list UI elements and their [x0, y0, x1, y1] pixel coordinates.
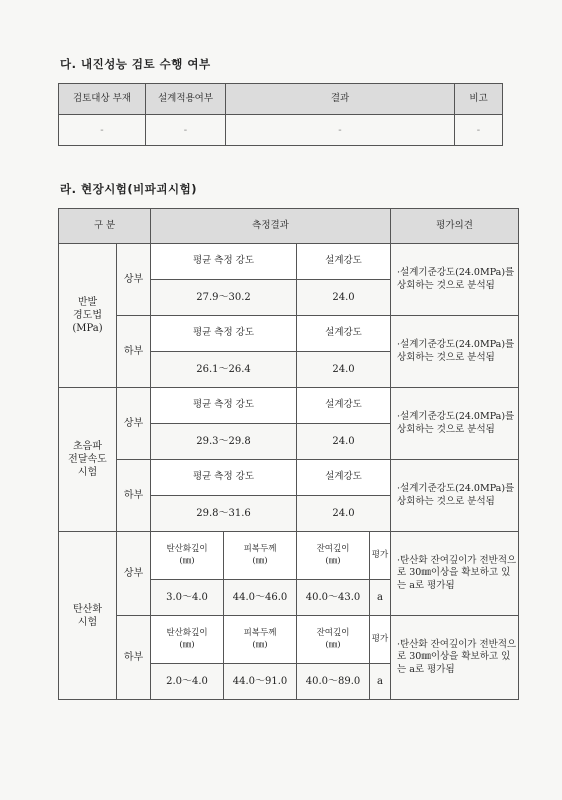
ultrasonic-upper-opinion: ·설계기준강도(24.0MPa)를 상회하는 것으로 분석됨: [391, 388, 519, 460]
ultrasonic-lower-v1: 29.8～31.6: [151, 496, 297, 532]
cell-result: -: [226, 115, 455, 146]
rebound-method-label: 반발 경도법 (MPa): [59, 244, 117, 388]
carbonation-lower-h2: 피복두께 (㎜): [224, 616, 297, 664]
section-d-title: 다. 내진성능 검토 수행 여부: [60, 57, 211, 71]
ultrasonic-upper-h2: 설계강도: [297, 388, 391, 424]
ultrasonic-lower-label: 하부: [117, 460, 151, 532]
header-measurement: 측정결과: [151, 209, 391, 244]
carbonation-upper-h1: 탄산화깊이 (㎜): [151, 532, 224, 580]
cell-member: -: [59, 115, 146, 146]
carbonation-method-label: 탄산화 시험: [59, 532, 117, 700]
cell-design-applied: -: [146, 115, 226, 146]
ultrasonic-upper-v1: 29.3～29.8: [151, 424, 297, 460]
rebound-lower-v1: 26.1～26.4: [151, 352, 297, 388]
carbonation-upper-v3: 40.0～43.0: [297, 580, 370, 616]
carbonation-upper-h4: 평가: [370, 532, 391, 580]
ultrasonic-method-label: 초음파 전달속도 시험: [59, 388, 117, 532]
rebound-lower-v2: 24.0: [297, 352, 391, 388]
rebound-upper-h1: 평균 측정 강도: [151, 244, 297, 280]
header-opinion: 평가의견: [391, 209, 519, 244]
rebound-upper-label: 상부: [117, 244, 151, 316]
ultrasonic-lower-opinion: ·설계기준강도(24.0MPa)를 상회하는 것으로 분석됨: [391, 460, 519, 532]
rebound-lower-h2: 설계강도: [297, 316, 391, 352]
carbonation-lower-opinion: ·탄산화 잔여깊이가 전반적으로 30㎜이상을 확보하고 있는 a로 평가됨: [391, 616, 519, 700]
cell-remark: -: [455, 115, 503, 146]
header-design-applied: 설계적용여부: [146, 84, 226, 115]
carbonation-upper-opinion: ·탄산화 잔여깊이가 전반적으로 30㎜이상을 확보하고 있는 a로 평가됨: [391, 532, 519, 616]
header-member: 검토대상 부재: [59, 84, 146, 115]
carbonation-upper-v2: 44.0～46.0: [224, 580, 297, 616]
rebound-lower-h1: 평균 측정 강도: [151, 316, 297, 352]
carbonation-upper-h2: 피복두께 (㎜): [224, 532, 297, 580]
carbonation-lower-v1: 2.0～4.0: [151, 664, 224, 700]
ultrasonic-lower-v2: 24.0: [297, 496, 391, 532]
rebound-upper-v1: 27.9～30.2: [151, 280, 297, 316]
field-test-table: [58, 208, 519, 700]
ultrasonic-upper-h1: 평균 측정 강도: [151, 388, 297, 424]
ultrasonic-upper-v2: 24.0: [297, 424, 391, 460]
rebound-lower-opinion: ·설계기준강도(24.0MPa)를 상회하는 것으로 분석됨: [391, 316, 519, 388]
rebound-lower-label: 하부: [117, 316, 151, 388]
carbonation-upper-v4: a: [370, 580, 391, 616]
carbonation-upper-label: 상부: [117, 532, 151, 616]
rebound-upper-h2: 설계강도: [297, 244, 391, 280]
carbonation-lower-label: 하부: [117, 616, 151, 700]
seismic-review-table: [58, 83, 503, 146]
ultrasonic-lower-h1: 평균 측정 강도: [151, 460, 297, 496]
ultrasonic-upper-label: 상부: [117, 388, 151, 460]
carbonation-lower-h1: 탄산화깊이 (㎜): [151, 616, 224, 664]
carbonation-lower-v2: 44.0～91.0: [224, 664, 297, 700]
carbonation-lower-v3: 40.0～89.0: [297, 664, 370, 700]
header-result: 결과: [226, 84, 455, 115]
section-r-title: 라. 현장시험(비파괴시험): [60, 182, 197, 196]
header-remark: 비고: [455, 84, 503, 115]
ultrasonic-lower-h2: 설계강도: [297, 460, 391, 496]
carbonation-upper-h3: 잔여깊이 (㎜): [297, 532, 370, 580]
header-category: 구 분: [59, 209, 151, 244]
rebound-upper-opinion: ·설계기준강도(24.0MPa)를 상회하는 것으로 분석됨: [391, 244, 519, 316]
carbonation-lower-h3: 잔여깊이 (㎜): [297, 616, 370, 664]
table-row: [59, 115, 503, 146]
rebound-upper-v2: 24.0: [297, 280, 391, 316]
carbonation-lower-v4: a: [370, 664, 391, 700]
carbonation-upper-v1: 3.0～4.0: [151, 580, 224, 616]
carbonation-lower-h4: 평가: [370, 616, 391, 664]
